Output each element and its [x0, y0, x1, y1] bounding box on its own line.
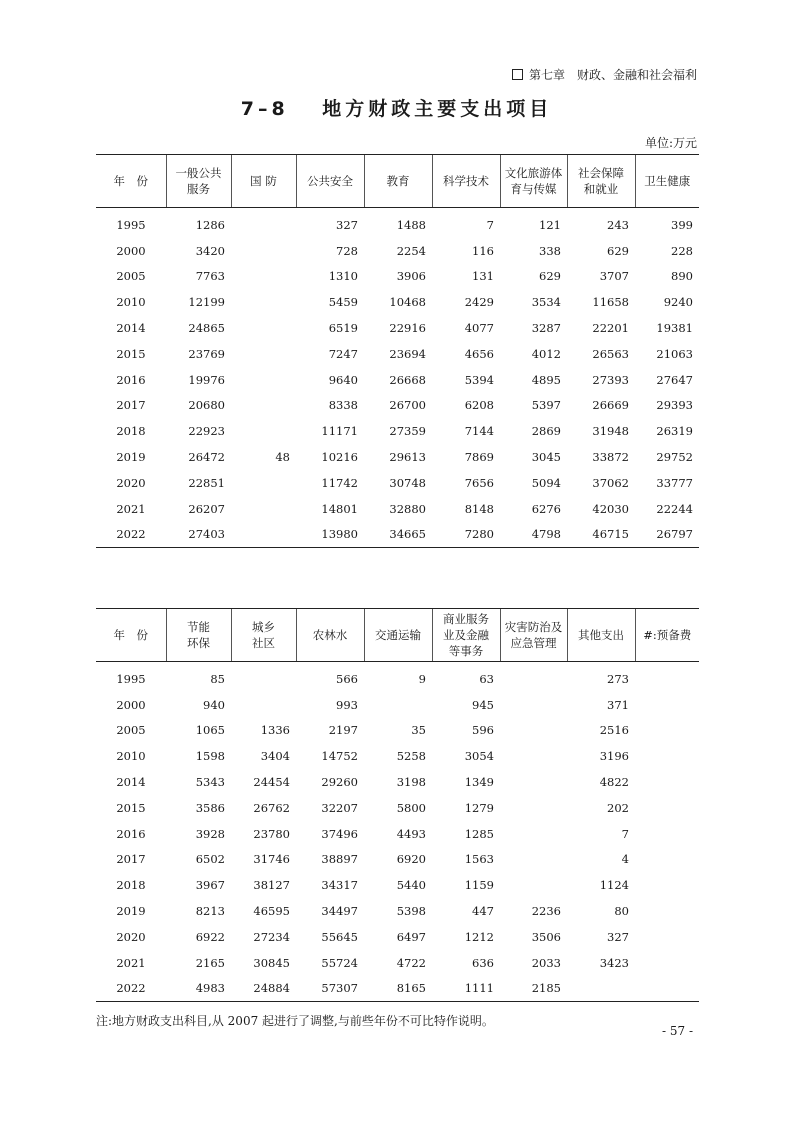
value-cell: 11171 [321, 424, 358, 439]
value-cell: 8148 [464, 501, 494, 516]
year-cell: 2022 [96, 976, 166, 1002]
value-cell [635, 795, 699, 821]
value-cell [635, 821, 699, 847]
value-cell: 29260 [321, 775, 358, 790]
value-cell: 26319 [656, 424, 693, 439]
value-cell: 9640 [328, 372, 358, 387]
year-cell: 2019 [116, 450, 146, 465]
value-cell: 5440 [396, 878, 426, 893]
value-cell: 27359 [389, 424, 426, 439]
value-cell [231, 662, 296, 692]
value-cell [635, 898, 699, 924]
value-cell: 3534 [531, 295, 561, 310]
value-cell: 399 [671, 217, 693, 232]
value-cell: 327 [607, 929, 629, 944]
value-cell: 13980 [296, 522, 364, 548]
year-cell: 2010 [116, 749, 146, 764]
value-cell [500, 662, 567, 692]
value-cell [635, 872, 699, 898]
chapter-title: 第七章 财政、金融和社会福利 [528, 68, 697, 82]
value-cell: 6497 [396, 929, 426, 944]
value-cell: 6922 [195, 929, 225, 944]
column-header: 其他支出 [567, 609, 635, 662]
value-cell: 5459 [328, 295, 358, 310]
value-cell: 55645 [321, 929, 358, 944]
value-cell: 38127 [253, 878, 290, 893]
value-cell: 3423 [599, 955, 629, 970]
value-cell: 85 [210, 671, 225, 686]
value-cell: 26472 [188, 450, 225, 465]
value-cell: 4012 [531, 346, 561, 361]
value-cell: 228 [671, 243, 693, 258]
value-cell: 1279 [464, 800, 494, 815]
table-row [96, 662, 699, 692]
value-cell: 2185 [500, 976, 567, 1002]
value-cell [635, 743, 699, 769]
value-cell: 3196 [599, 749, 629, 764]
value-cell: 26207 [188, 501, 225, 516]
value-cell: 63 [479, 671, 494, 686]
table-row [96, 522, 699, 548]
page-title: 7–8 地方财政主要支出项目 [240, 98, 553, 120]
value-cell: 29613 [389, 450, 426, 465]
value-cell: 4895 [531, 372, 561, 387]
value-cell: 629 [539, 269, 561, 284]
value-cell: 27234 [253, 929, 290, 944]
value-cell: 35 [411, 723, 426, 738]
column-header: 科学技术 [432, 155, 500, 208]
value-cell: 29752 [656, 450, 693, 465]
year-cell: 2014 [116, 321, 146, 336]
value-cell: 57307 [296, 976, 364, 1002]
value-cell: 121 [539, 217, 561, 232]
value-cell: 1310 [328, 269, 358, 284]
value-cell [231, 393, 296, 419]
value-cell: 19381 [656, 321, 693, 336]
year-cell: 2014 [116, 775, 146, 790]
value-cell: 24884 [231, 976, 296, 1002]
value-cell: 273 [607, 671, 629, 686]
value-cell: 2429 [464, 295, 494, 310]
table-row [96, 743, 699, 769]
value-cell: 55724 [321, 955, 358, 970]
column-header: 年 份 [96, 155, 166, 208]
value-cell: 5398 [396, 904, 426, 919]
value-cell: 6276 [531, 501, 561, 516]
value-cell: 4798 [500, 522, 567, 548]
value-cell: 8165 [364, 976, 432, 1002]
value-cell: 6519 [328, 321, 358, 336]
value-cell: 24865 [188, 321, 225, 336]
value-cell: 5394 [464, 372, 494, 387]
value-cell: 6208 [464, 398, 494, 413]
value-cell: 3586 [195, 800, 225, 815]
value-cell: 1286 [195, 217, 225, 232]
value-cell: 5397 [531, 398, 561, 413]
table-row [96, 418, 699, 444]
value-cell: 7280 [432, 522, 500, 548]
value-cell: 42030 [592, 501, 629, 516]
table-row [96, 847, 699, 873]
year-cell: 2022 [96, 522, 166, 548]
value-cell [231, 522, 296, 548]
table-row [96, 238, 699, 264]
value-cell: 27647 [656, 372, 693, 387]
table-row [96, 393, 699, 419]
value-cell [500, 692, 567, 718]
value-cell: 23769 [188, 346, 225, 361]
value-cell [500, 769, 567, 795]
value-cell [635, 718, 699, 744]
year-cell: 1995 [116, 671, 146, 686]
value-cell: 2236 [531, 904, 561, 919]
value-cell: 11658 [592, 295, 629, 310]
value-cell: 3287 [531, 321, 561, 336]
value-cell: 5094 [531, 475, 561, 490]
value-cell [635, 924, 699, 950]
table-row [96, 872, 699, 898]
value-cell: 9240 [663, 295, 693, 310]
year-cell: 2000 [116, 243, 146, 258]
chapter-header [512, 66, 697, 83]
value-cell: 22201 [592, 321, 629, 336]
value-cell: 37062 [592, 475, 629, 490]
value-cell [231, 341, 296, 367]
year-cell: 2021 [116, 501, 146, 516]
value-cell: 46715 [567, 522, 635, 548]
value-cell [500, 718, 567, 744]
column-header: 文化旅游体 育与传媒 [500, 155, 567, 208]
value-cell: 10468 [389, 295, 426, 310]
value-cell: 2516 [599, 723, 629, 738]
value-cell: 14752 [321, 749, 358, 764]
value-cell: 26797 [635, 522, 699, 548]
value-cell: 4983 [166, 976, 231, 1002]
year-cell: 2017 [116, 852, 146, 867]
value-cell [635, 662, 699, 692]
value-cell: 890 [671, 269, 693, 284]
value-cell: 2254 [396, 243, 426, 258]
expenditure-table-1 [96, 154, 699, 548]
value-cell: 1124 [599, 878, 629, 893]
value-cell: 1336 [260, 723, 290, 738]
value-cell: 2033 [531, 955, 561, 970]
value-cell: 1111 [432, 976, 500, 1002]
value-cell: 940 [203, 697, 225, 712]
value-cell: 5800 [396, 800, 426, 815]
table-header-row [96, 155, 699, 208]
unit-label: 单位:万元 [644, 136, 697, 150]
table-row [96, 496, 699, 522]
value-cell: 5343 [195, 775, 225, 790]
year-cell: 2021 [116, 955, 146, 970]
value-cell: 3906 [396, 269, 426, 284]
value-cell: 46595 [253, 904, 290, 919]
value-cell: 3420 [195, 243, 225, 258]
value-cell: 34317 [321, 878, 358, 893]
value-cell: 4656 [464, 346, 494, 361]
value-cell: 7869 [464, 450, 494, 465]
value-cell: 26563 [592, 346, 629, 361]
year-cell: 2019 [116, 904, 146, 919]
value-cell [500, 847, 567, 873]
value-cell [364, 692, 432, 718]
value-cell [635, 769, 699, 795]
value-cell: 327 [336, 217, 358, 232]
value-cell: 1563 [464, 852, 494, 867]
column-header: 城乡 社区 [231, 609, 296, 662]
column-header: 农林水 [296, 609, 364, 662]
value-cell [231, 238, 296, 264]
value-cell: 4493 [396, 826, 426, 841]
value-cell: 7144 [464, 424, 494, 439]
value-cell: 4 [621, 852, 629, 867]
value-cell [231, 692, 296, 718]
year-cell: 2017 [116, 398, 146, 413]
value-cell [500, 795, 567, 821]
table-row [96, 289, 699, 315]
table-row [96, 341, 699, 367]
value-cell: 131 [472, 269, 494, 284]
column-header: 社会保障 和就业 [567, 155, 635, 208]
table-row [96, 898, 699, 924]
value-cell [500, 821, 567, 847]
value-cell: 6502 [195, 852, 225, 867]
column-header: 公共安全 [296, 155, 364, 208]
value-cell: 8213 [195, 904, 225, 919]
value-cell [231, 264, 296, 290]
table-row [96, 444, 699, 470]
value-cell: 23694 [389, 346, 426, 361]
value-cell: 31746 [253, 852, 290, 867]
column-header: 灾害防治及 应急管理 [500, 609, 567, 662]
value-cell [635, 950, 699, 976]
footnote: 注:地方财政支出科目,从 2007 起进行了调整,与前些年份不可比特作说明。 [96, 1014, 494, 1028]
value-cell: 2869 [531, 424, 561, 439]
value-cell: 2165 [195, 955, 225, 970]
value-cell: 33872 [592, 450, 629, 465]
table-row [96, 924, 699, 950]
value-cell: 34497 [321, 904, 358, 919]
value-cell: 1488 [396, 217, 426, 232]
value-cell [567, 976, 635, 1002]
value-cell: 1159 [464, 878, 494, 893]
table-row [96, 367, 699, 393]
value-cell: 5258 [396, 749, 426, 764]
table-row [96, 795, 699, 821]
value-cell: 80 [614, 904, 629, 919]
square-icon [512, 69, 523, 80]
value-cell: 945 [472, 697, 494, 712]
year-cell: 2005 [116, 269, 146, 284]
value-cell: 32880 [389, 501, 426, 516]
value-cell [231, 367, 296, 393]
value-cell: 1212 [464, 929, 494, 944]
value-cell: 30845 [253, 955, 290, 970]
value-cell [231, 315, 296, 341]
year-cell: 2016 [116, 372, 146, 387]
expenditure-table-2 [96, 608, 699, 1002]
year-cell: 2016 [116, 826, 146, 841]
value-cell: 12199 [188, 295, 225, 310]
column-header: 商业服务 业及金融 等事务 [432, 609, 500, 662]
value-cell: 9 [418, 671, 426, 686]
value-cell: 993 [336, 697, 358, 712]
value-cell: 3707 [599, 269, 629, 284]
value-cell: 27403 [166, 522, 231, 548]
value-cell: 629 [607, 243, 629, 258]
year-cell: 2020 [116, 475, 146, 490]
value-cell [635, 692, 699, 718]
year-cell: 2015 [116, 346, 146, 361]
year-cell: 2005 [116, 723, 146, 738]
column-header: 卫生健康 [635, 155, 699, 208]
year-cell: 2018 [116, 424, 146, 439]
year-cell: 1995 [116, 217, 146, 232]
year-cell: 2020 [116, 929, 146, 944]
column-header: 交通运输 [364, 609, 432, 662]
value-cell: 7 [621, 826, 629, 841]
year-cell: 2015 [116, 800, 146, 815]
value-cell: 728 [336, 243, 358, 258]
table-row [96, 315, 699, 341]
table-row [96, 692, 699, 718]
value-cell: 596 [472, 723, 494, 738]
value-cell [231, 418, 296, 444]
value-cell: 38897 [321, 852, 358, 867]
value-cell: 338 [539, 243, 561, 258]
value-cell: 447 [472, 904, 494, 919]
column-header: 教育 [364, 155, 432, 208]
value-cell: 27393 [592, 372, 629, 387]
value-cell [231, 208, 296, 238]
table-row [96, 976, 699, 1002]
year-cell: 2018 [116, 878, 146, 893]
value-cell: 2197 [328, 723, 358, 738]
value-cell: 202 [607, 800, 629, 815]
value-cell: 48 [275, 450, 290, 465]
value-cell: 3198 [396, 775, 426, 790]
value-cell: 31948 [592, 424, 629, 439]
value-cell: 34665 [364, 522, 432, 548]
column-header: 一般公共 服务 [166, 155, 231, 208]
value-cell: 11742 [321, 475, 358, 490]
column-header: #:预备费 [635, 609, 699, 662]
value-cell: 116 [472, 243, 494, 258]
value-cell: 3054 [464, 749, 494, 764]
value-cell: 26668 [389, 372, 426, 387]
value-cell: 243 [607, 217, 629, 232]
value-cell: 8338 [328, 398, 358, 413]
value-cell: 29393 [656, 398, 693, 413]
value-cell [635, 847, 699, 873]
value-cell: 6920 [396, 852, 426, 867]
table-row [96, 470, 699, 496]
value-cell: 636 [472, 955, 494, 970]
value-cell: 1065 [195, 723, 225, 738]
value-cell [231, 289, 296, 315]
page-number: - 57 - [661, 1024, 693, 1038]
value-cell: 3967 [195, 878, 225, 893]
value-cell [500, 743, 567, 769]
value-cell: 26700 [389, 398, 426, 413]
value-cell: 371 [607, 697, 629, 712]
year-cell: 2010 [116, 295, 146, 310]
value-cell: 3928 [195, 826, 225, 841]
table-row [96, 950, 699, 976]
value-cell: 22244 [656, 501, 693, 516]
value-cell: 21063 [656, 346, 693, 361]
value-cell: 14801 [321, 501, 358, 516]
value-cell: 37496 [321, 826, 358, 841]
value-cell: 22851 [188, 475, 225, 490]
value-cell: 19976 [188, 372, 225, 387]
value-cell: 32207 [321, 800, 358, 815]
value-cell: 33777 [656, 475, 693, 490]
value-cell [231, 496, 296, 522]
value-cell: 3506 [531, 929, 561, 944]
column-header: 国 防 [231, 155, 296, 208]
value-cell: 1285 [464, 826, 494, 841]
value-cell: 7 [486, 217, 494, 232]
value-cell: 22916 [389, 321, 426, 336]
value-cell: 1598 [195, 749, 225, 764]
value-cell [635, 976, 699, 1002]
table-header-row [96, 609, 699, 662]
table-row [96, 264, 699, 290]
value-cell: 4822 [599, 775, 629, 790]
value-cell: 7656 [464, 475, 494, 490]
value-cell: 23780 [253, 826, 290, 841]
value-cell: 4722 [396, 955, 426, 970]
value-cell [231, 470, 296, 496]
value-cell: 26762 [253, 800, 290, 815]
table-row [96, 769, 699, 795]
table-row [96, 718, 699, 744]
value-cell: 3404 [260, 749, 290, 764]
value-cell: 22923 [188, 424, 225, 439]
value-cell: 20680 [188, 398, 225, 413]
value-cell [500, 872, 567, 898]
value-cell: 566 [336, 671, 358, 686]
value-cell: 7763 [195, 269, 225, 284]
value-cell: 24454 [253, 775, 290, 790]
table-row [96, 821, 699, 847]
value-cell: 7247 [328, 346, 358, 361]
table-row [96, 208, 699, 238]
value-cell: 1349 [464, 775, 494, 790]
value-cell: 4077 [464, 321, 494, 336]
column-header: 年 份 [96, 609, 166, 662]
value-cell: 30748 [389, 475, 426, 490]
year-cell: 2000 [116, 697, 146, 712]
value-cell: 3045 [531, 450, 561, 465]
value-cell: 26669 [592, 398, 629, 413]
value-cell: 10216 [321, 450, 358, 465]
column-header: 节能 环保 [166, 609, 231, 662]
